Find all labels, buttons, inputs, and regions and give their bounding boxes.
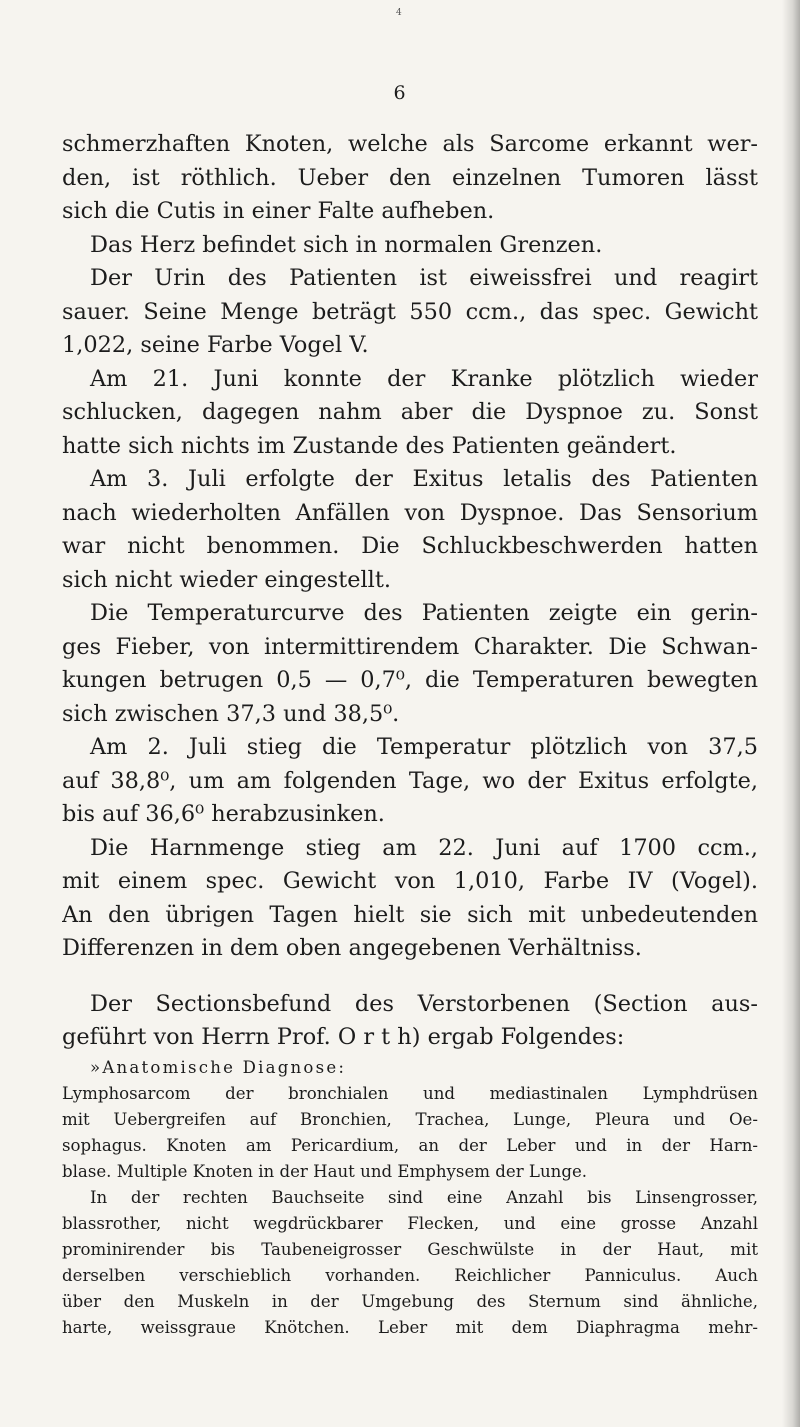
text-line: sich die Cutis in einer Falte aufheben. [62,198,495,224]
text-line: Am 3. Juli erfolgte der Exitus letalis des Patienten [90,466,758,492]
text-line: den, ist röthlich. Ueber den einzelnen Tumoren lässt [62,164,758,191]
text-line: geführt von Herrn Prof. O r t h) ergab Folgendes: [62,1024,625,1050]
text-line: Differenzen in dem oben angegebenen Verhältniss. [62,935,642,961]
diagnosis-line: über den Muskeln in der Umgebung des Sternum sind ähnliche, [62,1291,758,1311]
text-line: schlucken, dagegen nahm aber die Dyspnoe zu. Sonst [62,399,758,425]
print-mark: 4 [396,8,402,18]
text-line: Am 2. Juli stieg die Temperatur plötzlich von 37,5 [90,734,758,760]
main-paragraphs [62,128,758,966]
diagnosis-text [62,1081,758,1341]
page-number: 6 [393,82,407,104]
text-line: hatte sich nichts im Zustande des Patienten geändert. [62,432,677,459]
text-line: sauer. Seine Menge beträgt 550 ccm., das spec. Gewicht [62,298,758,325]
diagnosis-line: derselben verschieblich vorhanden. Reichlicher Panniculus. Auch [62,1265,758,1285]
diagnosis-line: blassrother, nicht wegdrückbarer Flecken, und eine grosse Anzahl [62,1213,758,1233]
text-line: war nicht benommen. Die Schluckbeschwerden hatten [62,533,758,559]
section-gap [62,966,758,988]
text-line: ges Fieber, von intermittirendem Charakter. Die Schwan- [62,633,758,660]
text-line: Die Temperaturcurve des Patienten zeigte ein gerin- [90,600,758,626]
text-line: bis auf 36,6⁰ herabzusinken. [62,801,385,827]
section-paragraph [62,988,758,1055]
text-line: Die Harnmenge stieg am 22. Juni auf 1700 ccm., [90,834,758,861]
diagnosis-heading: »Anatomische Diagnose: [90,1057,347,1077]
text-line: sich zwischen 37,3 und 38,5⁰. [62,700,400,727]
diagnosis-line: In der rechten Bauchseite sind eine Anzahl bis Linsengrosser, [90,1187,758,1207]
text-line: mit einem spec. Gewicht von 1,010, Farbe IV (Vogel). [62,868,758,894]
text-line: auf 38,8⁰, um am folgenden Tage, wo der Exitus erfolgte, [62,767,758,794]
body-text [62,128,758,1341]
text-line: Am 21. Juni konnte der Kranke plötzlich wieder [90,365,758,392]
text-line: An den übrigen Tagen hielt sie sich mit unbedeutenden [62,901,758,928]
diagnosis-line: Lymphosarcom der bronchialen und mediastinalen Lymphdrüsen [62,1083,758,1103]
text-line: Der Urin des Patienten ist eiweissfrei und reagirt [90,265,758,291]
diagnosis-line: prominirender bis Taubeneigrosser Geschwülste in der Haut, mit [62,1239,758,1259]
text-line: Der Sectionsbefund des Verstorbenen (Section aus- [90,990,758,1017]
text-line: sich nicht wieder eingestellt. [62,566,391,593]
text-line: Das Herz befindet sich in normalen Grenzen. [90,231,603,258]
page-edge-shadow [782,0,800,1427]
text-line: 1,022, seine Farbe Vogel V. [62,332,369,358]
diagnosis-line: sophagus. Knoten am Pericardium, an der Leber und in der Harn- [62,1135,758,1155]
text-line: nach wiederholten Anfällen von Dyspnoe. Das Sensorium [62,499,758,526]
text-line: kungen betrugen 0,5 — 0,7⁰, die Temperaturen bewegten [62,667,758,693]
diagnosis-line: harte, weissgraue Knötchen. Leber mit dem Diaphragma mehr- [62,1317,758,1337]
text-line: schmerzhaften Knoten, welche als Sarcome erkannt wer- [62,131,758,157]
diagnosis-line: mit Uebergreifen auf Bronchien, Trachea, Lunge, Pleura und Oe- [62,1109,758,1129]
diagnosis-line: blase. Multiple Knoten in der Haut und Emphysem der Lunge. [62,1161,588,1181]
